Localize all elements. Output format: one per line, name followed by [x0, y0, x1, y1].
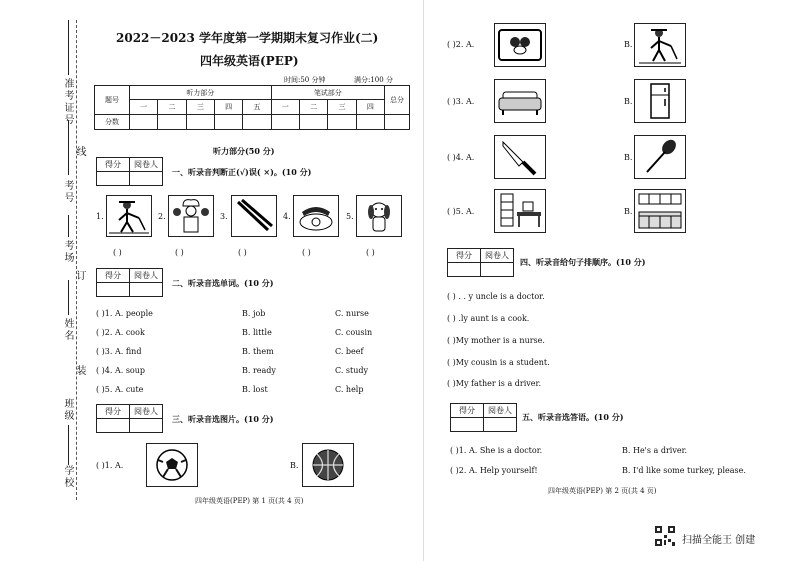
grader-box-3 [96, 404, 163, 433]
section3-title: 三、听录音选图片。(10 分) [172, 414, 274, 424]
answer-blank[interactable]: ( ) [366, 248, 375, 257]
answer-blank[interactable]: ( ) [113, 248, 122, 257]
grader-box-2 [96, 268, 163, 297]
seat-no-line [68, 120, 69, 175]
grader-reviewer-cell[interactable] [481, 263, 514, 277]
football-icon[interactable] [146, 443, 198, 487]
grader-reviewer-label: 阅卷人 [484, 404, 517, 418]
side-label-line: 线 [74, 146, 85, 158]
time-info: 时间:50 分钟 [284, 76, 326, 84]
grader-score-cell[interactable] [97, 283, 130, 297]
fridge-icon[interactable] [634, 79, 686, 123]
page-divider [423, 0, 424, 561]
farmer-icon [106, 195, 152, 237]
page-subtitle: 四年级英语(PEP) [200, 54, 299, 68]
order-sentence[interactable]: ( ) .ly aunt is a cook. [447, 314, 530, 323]
grader-reviewer-cell[interactable] [130, 419, 163, 433]
side-label-seal: 订 [74, 270, 85, 282]
grader-reviewer-cell[interactable] [484, 418, 517, 432]
listening-col: 五 [243, 100, 271, 115]
grader-score-label: 得分 [97, 269, 130, 283]
basketball-icon[interactable] [302, 443, 354, 487]
listening-col: 三 [186, 100, 214, 115]
page-title: 2022－2023 学年度第一学期期末复习作业(二) [116, 31, 379, 45]
word-option-a[interactable]: ( )3. A. find [96, 347, 142, 356]
picture-option-b[interactable]: B. [624, 153, 633, 162]
word-option-b[interactable]: B. lost [242, 385, 268, 394]
word-option-b[interactable]: B. ready [242, 366, 276, 375]
side-label-bind: 装 [74, 365, 85, 377]
item-number: 4. [283, 212, 291, 221]
grader-score-label: 得分 [448, 249, 481, 263]
exam-no-line [68, 20, 69, 75]
order-sentence[interactable]: ( )My father is a driver. [447, 379, 542, 388]
section4-title: 四、听录音给句子排顺序。(10 分) [520, 257, 646, 267]
reply-option-b[interactable]: B. He's a driver. [622, 446, 688, 455]
listening-header: 听力部分 [130, 86, 272, 100]
kitchen-icon[interactable] [634, 189, 686, 233]
picture-option-a[interactable]: ( )1. A. [96, 461, 124, 470]
picture-option-a[interactable]: ( )5. A. [447, 207, 475, 216]
listening-col: 四 [214, 100, 242, 115]
order-sentence[interactable]: ( )My mother is a nurse. [447, 336, 545, 345]
listening-heading: 听力部分(50 分) [213, 146, 275, 156]
writing-col: 一 [271, 100, 299, 115]
score-cell[interactable] [243, 115, 271, 130]
qr-code-icon [654, 525, 676, 547]
grader-score-label: 得分 [97, 158, 130, 172]
class-line [68, 425, 69, 465]
grader-score-cell[interactable] [448, 263, 481, 277]
score-info: 满分:100 分 [354, 76, 393, 84]
section5-title: 五、听录音选答语。(10 分) [522, 412, 624, 422]
order-sentence[interactable]: ( )My cousin is a student. [447, 358, 550, 367]
word-option-b[interactable]: B. job [242, 309, 266, 318]
score-cell[interactable] [271, 115, 299, 130]
grader-score-label: 得分 [97, 405, 130, 419]
grader-reviewer-label: 阅卷人 [130, 269, 163, 283]
grader-box-1 [96, 157, 163, 186]
grader-score-label: 得分 [451, 404, 484, 418]
name-line [68, 280, 69, 315]
picture-option-b[interactable]: B. [290, 461, 299, 470]
picture-option-b[interactable]: B. [624, 97, 633, 106]
grader-reviewer-cell[interactable] [130, 172, 163, 186]
score-cell[interactable] [328, 115, 356, 130]
room-line [68, 215, 69, 237]
answer-blank[interactable]: ( ) [238, 248, 247, 257]
picture-option-b[interactable]: B. [624, 207, 633, 216]
side-label-school: 学校 [62, 465, 73, 489]
score-cell[interactable] [299, 115, 327, 130]
section1-title: 一、听录音判断正(√)误( ×)。(10 分) [172, 167, 312, 177]
grader-reviewer-label: 阅卷人 [481, 249, 514, 263]
side-label-seat-no: 考号 [62, 180, 73, 204]
item-number: 5. [346, 212, 354, 221]
score-cell[interactable] [158, 115, 186, 130]
picture-option-b[interactable]: B. [624, 40, 633, 49]
farmer-icon[interactable] [634, 23, 686, 67]
score-cell[interactable] [385, 115, 410, 130]
score-table-label-no: 题号 [95, 86, 130, 115]
writing-col: 三 [328, 100, 356, 115]
score-cell[interactable] [186, 115, 214, 130]
word-option-c[interactable]: C. cousin [335, 328, 373, 337]
grader-score-cell[interactable] [451, 418, 484, 432]
word-option-a[interactable]: ( )5. A. cute [96, 385, 144, 394]
word-option-c[interactable]: C. study [335, 366, 369, 375]
grader-reviewer-label: 阅卷人 [130, 158, 163, 172]
picture-option-a[interactable]: ( )4. A. [447, 153, 475, 162]
picture-option-a[interactable]: ( )2. A. [447, 40, 475, 49]
writing-header: 笔试部分 [271, 86, 384, 100]
reply-option-a[interactable]: ( )1. A. She is a doctor. [450, 446, 543, 455]
grader-box-4 [447, 248, 514, 277]
listening-col: 二 [158, 100, 186, 115]
item-number: 2. [158, 212, 166, 221]
order-sentence[interactable]: ( ) . . y uncle is a doctor. [447, 292, 545, 301]
spoon-icon[interactable] [634, 135, 686, 179]
total-header: 总分 [385, 86, 410, 115]
score-cell[interactable] [130, 115, 158, 130]
page-footer-1: 四年级英语(PEP) 第 1 页(共 4 页) [195, 497, 304, 505]
grader-reviewer-label: 阅卷人 [130, 405, 163, 419]
grader-score-cell[interactable] [97, 419, 130, 433]
tv-cartoon-icon[interactable] [494, 23, 546, 67]
section2-title: 二、听录音选单词。(10 分) [172, 278, 274, 288]
reply-option-b[interactable]: B. I'd like some turkey, please. [622, 466, 746, 475]
word-option-c[interactable]: C. help [335, 385, 364, 394]
study-icon[interactable] [494, 189, 546, 233]
word-option-b[interactable]: B. them [242, 347, 274, 356]
scanner-watermark: 扫描全能王 创建 [682, 535, 756, 546]
sofa-icon[interactable] [494, 79, 546, 123]
grader-reviewer-cell[interactable] [130, 283, 163, 297]
writing-col: 二 [299, 100, 327, 115]
item-number: 3. [220, 212, 228, 221]
writing-col: 四 [356, 100, 384, 115]
word-option-c[interactable]: C. beef [335, 347, 364, 356]
answer-blank[interactable]: ( ) [175, 248, 184, 257]
listening-col: 一 [130, 100, 158, 115]
score-table [94, 85, 410, 130]
reply-option-a[interactable]: ( )2. A. Help yourself! [450, 466, 538, 475]
phone-icon [293, 195, 339, 237]
word-option-c[interactable]: C. nurse [335, 309, 369, 318]
word-option-b[interactable]: B. little [242, 328, 272, 337]
score-cell[interactable] [214, 115, 242, 130]
picture-option-a[interactable]: ( )3. A. [447, 97, 475, 106]
binding-line [76, 20, 77, 500]
item-number: 1. [96, 212, 104, 221]
dog-icon [356, 195, 402, 237]
score-table-label-score: 分数 [95, 115, 130, 130]
word-option-a[interactable]: ( )2. A. cook [96, 328, 145, 337]
word-option-a[interactable]: ( )1. A. people [96, 309, 153, 318]
knife-icon[interactable] [494, 135, 546, 179]
page-footer-2: 四年级英语(PEP) 第 2 页(共 4 页) [548, 487, 657, 495]
answer-blank[interactable]: ( ) [302, 248, 311, 257]
grader-box-5 [450, 403, 517, 432]
word-option-a[interactable]: ( )4. A. soup [96, 366, 146, 375]
side-label-room: 考场 [62, 240, 73, 264]
side-label-name: 姓名 [62, 318, 73, 342]
score-cell[interactable] [356, 115, 384, 130]
side-label-exam-no: 准考证号 [62, 78, 73, 126]
chopsticks-icon [231, 195, 277, 237]
side-label-class: 班级 [62, 398, 73, 422]
grader-score-cell[interactable] [97, 172, 130, 186]
cook-icon [168, 195, 214, 237]
